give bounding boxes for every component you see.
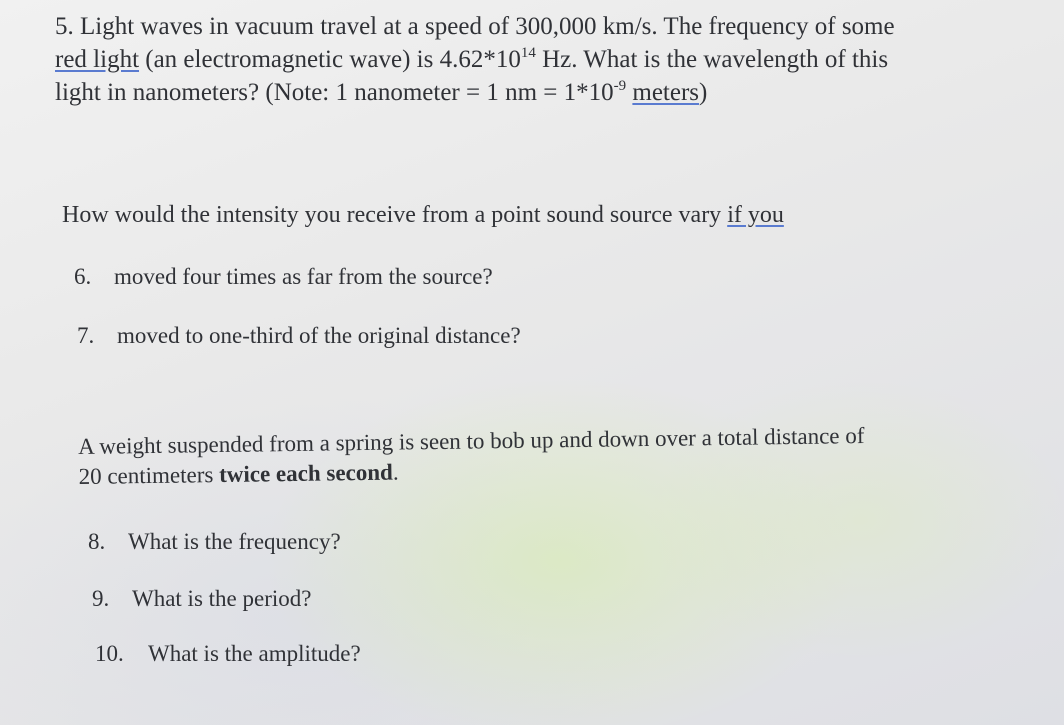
question-text: light in nanometers? (Note: 1 nanometer = 1 nm = 1*10 [55, 79, 614, 106]
item-text: moved to one-third of the original distance? [117, 323, 521, 348]
item-text: What is the period? [132, 586, 312, 611]
item-number: 8. [88, 529, 106, 554]
question-5 [55, 10, 1015, 109]
item-text: moved four times as far from the source? [114, 264, 493, 289]
intensity-intro [62, 200, 784, 230]
question-10 [95, 639, 361, 669]
intro-text: How would the intensity you receive from a point sound source vary [62, 202, 722, 228]
question-6 [74, 262, 493, 292]
spring-intro [78, 419, 1009, 492]
exponent: -9 [613, 78, 627, 94]
item-number: 9. [92, 586, 110, 611]
question-number: 5. [55, 13, 74, 40]
question-9 [92, 584, 311, 614]
emphasis-text: twice each second [218, 459, 394, 488]
question-text: Hz. What is the wavelength of this [542, 46, 889, 73]
question-8 [88, 527, 341, 557]
item-number: 10. [95, 641, 124, 666]
intro-text: 20 centimeters [78, 462, 214, 489]
exponent: 14 [520, 45, 536, 61]
question-7 [77, 321, 521, 351]
item-text: What is the amplitude? [148, 641, 361, 666]
underlined-term: meters [632, 79, 700, 106]
underlined-term: if you [727, 202, 784, 228]
intro-text: A weight suspended from a spring is seen to bob up and down over a total distance of [78, 423, 865, 459]
question-text: (an electromagnetic wave) is 4.62*10 [145, 46, 521, 73]
closing-paren: ) [699, 79, 708, 106]
item-number: 6. [74, 264, 92, 289]
period-mark: . [392, 459, 399, 485]
underlined-term: red light [55, 46, 140, 73]
question-text: Light waves in vacuum travel at a speed of 300,000 km/s. The frequency of some [80, 13, 895, 40]
item-text: What is the frequency? [128, 529, 341, 554]
item-number: 7. [77, 323, 95, 348]
